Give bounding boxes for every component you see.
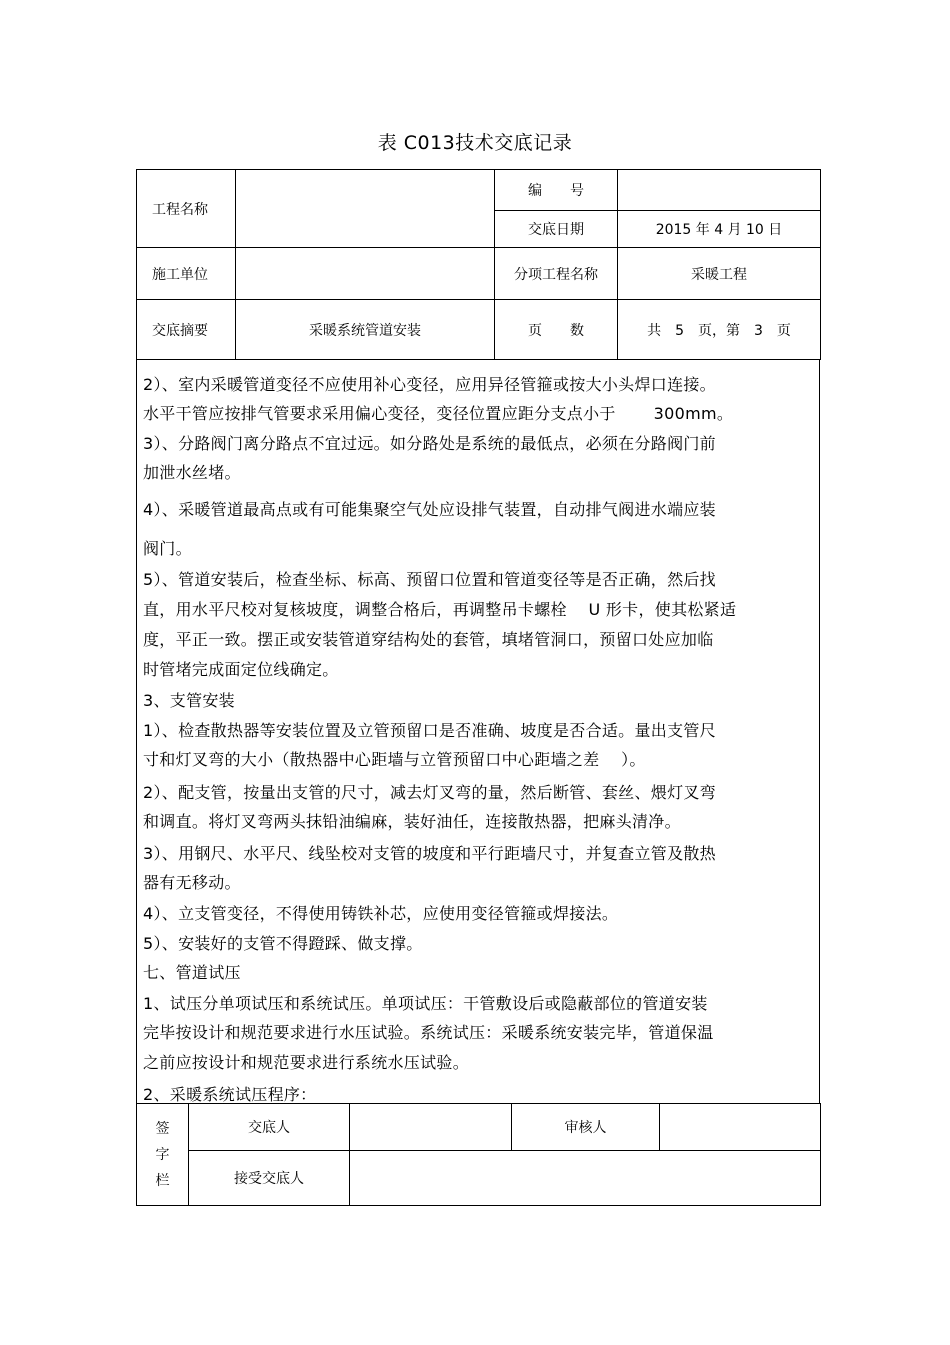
presenter-field xyxy=(350,1104,512,1151)
presenter-label: 交底人 xyxy=(189,1104,350,1151)
reviewer-field xyxy=(660,1104,821,1151)
content-line: 度，平正一致。摆正或安装管道穿结构处的套管，填堵管洞口，预留口处应加临 xyxy=(143,630,714,649)
content-line: 加泄水丝堵。 xyxy=(143,463,241,482)
content-line: 3）、分路阀门离分路点不宜过远。如分路处是系统的最低点，必须在分路阀门前 xyxy=(143,434,716,453)
reviewer-label: 审核人 xyxy=(512,1104,660,1151)
content-line: 时管堵完成面定位线确定。 xyxy=(143,660,339,679)
content-line: 5）、管道安装后，检查坐标、标高、预留口位置和管道变径等是否正确，然后找 xyxy=(143,570,716,589)
project-name-label: 工程名称 xyxy=(137,170,236,248)
receiver-field xyxy=(350,1151,821,1206)
pages-value: 共 5 页，第 3 页 xyxy=(618,300,821,360)
signature-table xyxy=(136,1103,821,1206)
signature-char: 签 xyxy=(155,1120,170,1137)
content-line: 和调直。将灯叉弯两头抹铅油编麻，装好油任，连接散热器，把麻头清净。 xyxy=(143,812,681,831)
summary-label: 交底摘要 xyxy=(137,300,236,360)
content-line: 七、管道试压 xyxy=(143,963,241,982)
content-line: 1、试压分单项试压和系统试压。单项试压：干管敷设后或隐蔽部位的管道安装 xyxy=(143,994,708,1013)
content-line: 4）、立支管变径，不得使用铸铁补芯，应使用变径管箍或焊接法。 xyxy=(143,904,619,923)
signature-char: 字 xyxy=(155,1146,170,1163)
signature-section-label xyxy=(137,1104,189,1206)
content-line: 3、支管安装 xyxy=(143,691,235,710)
content-line: 阀门。 xyxy=(143,539,192,558)
header-table xyxy=(136,169,821,360)
date-label: 交底日期 xyxy=(495,211,618,248)
content-line: 直，用水平尺校对复核坡度，调整合格后，再调整吊卡螺栓 U 形卡，使其松紧适 xyxy=(143,600,737,619)
receiver-label: 接受交底人 xyxy=(189,1151,350,1206)
project-name-value xyxy=(236,170,495,248)
signature-char: 栏 xyxy=(155,1172,170,1189)
content-line: 器有无移动。 xyxy=(143,873,241,892)
sub-project-label: 分项工程名称 xyxy=(495,248,618,300)
sub-project-value: 采暖工程 xyxy=(618,248,821,300)
date-value: 2015 年 4 月 10 日 xyxy=(618,211,821,248)
content-line: 1）、检查散热器等安装位置及立管预留口是否准确、坡度是否合适。量出支管尺 xyxy=(143,721,716,740)
construction-unit-label: 施工单位 xyxy=(137,248,236,300)
content-line: 之前应按设计和规范要求进行系统水压试验。 xyxy=(143,1053,470,1072)
content-line: 寸和灯叉弯的大小（散热器中心距墙与立管预留口中心距墙之差 ）。 xyxy=(143,750,646,769)
number-label: 编 号 xyxy=(495,170,618,211)
construction-unit-value xyxy=(236,248,495,300)
disclosure-content xyxy=(136,360,820,1103)
number-value xyxy=(618,170,821,211)
content-line: 4）、采暖管道最高点或有可能集聚空气处应设排气装置，自动排气阀进水端应装 xyxy=(143,500,716,519)
content-line: 3）、用钢尺、水平尺、线坠校对支管的坡度和平行距墙尺寸，并复查立管及散热 xyxy=(143,844,716,863)
content-line: 2）、室内采暖管道变径不应使用补心变径，应用异径管箍或按大小头焊口连接。 xyxy=(143,375,716,394)
content-line: 2、采暖系统试压程序： xyxy=(143,1085,317,1103)
pages-label: 页 数 xyxy=(495,300,618,360)
document-title: 表 C013技术交底记录 xyxy=(377,132,573,154)
summary-value: 采暖系统管道安装 xyxy=(236,300,495,360)
content-line: 2）、配支管，按量出支管的尺寸，减去灯叉弯的量，然后断管、套丝、煨灯叉弯 xyxy=(143,783,716,802)
content-line: 完毕按设计和规范要求进行水压试验。系统试压：采暖系统安装完毕，管道保温 xyxy=(143,1023,714,1042)
content-line: 5）、安装好的支管不得蹬踩、做支撑。 xyxy=(143,934,423,953)
content-line: 水平干管应按排气管要求采用偏心变径，变径位置应距分支点小于 300mm。 xyxy=(143,404,734,423)
